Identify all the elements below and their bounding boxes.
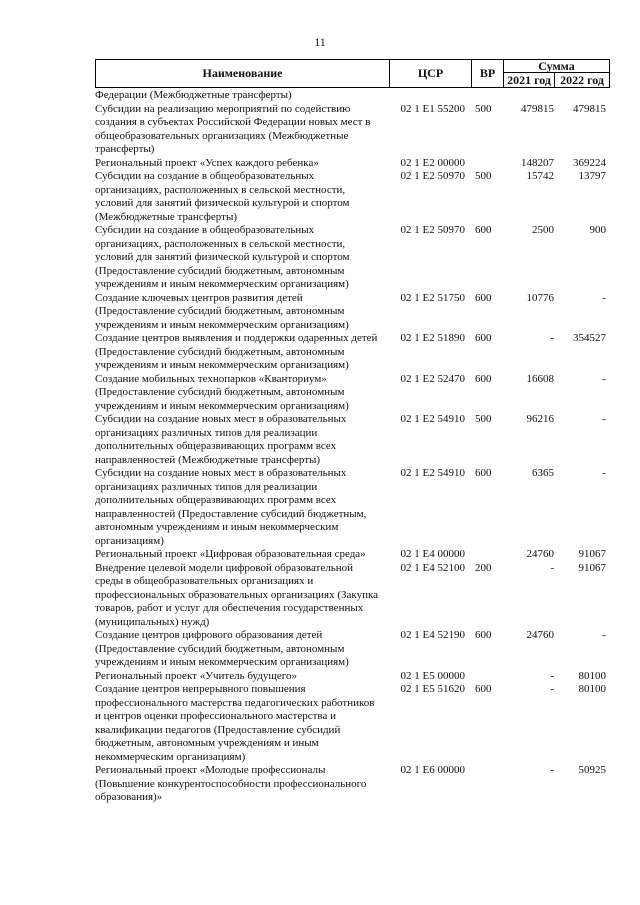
header-name: Наименование [96, 60, 390, 87]
row-csr: 02 1 E2 50970 [400, 170, 465, 182]
row-sum-2021: - [550, 669, 554, 682]
table-row [95, 548, 610, 562]
row-sum-2022: 50925 [578, 764, 606, 776]
row-name: Субсидии на создание новых мест в образовательных организациях различных типов для реализации дополнительных общеразвивающих программ всех направленностей (Предоставление субсидий бюджетным, автономным учреждениям и иным некоммерческим организациям) [95, 467, 367, 547]
row-sum-2022: - [602, 413, 606, 425]
row-csr: 02 1 E4 52100 [400, 561, 465, 574]
table-body [95, 89, 610, 805]
row-sum-2021: 148207 [521, 156, 554, 169]
row-vr: 600 [475, 629, 492, 641]
row-sum-2022: - [602, 467, 606, 479]
row-vr [471, 764, 503, 805]
row-sum-2022: - [602, 629, 606, 641]
row-csr: 02 1 E5 51620 [400, 683, 465, 695]
row-name: Субсидии на создание новых мест в образовательных организациях различных типов для реализации дополнительных общеразвивающих программ всех направленностей (Межбюджетные трансферты) [95, 413, 347, 466]
row-name: Субсидии на реализацию мероприятий по содействию создания в субъектах Российской Федерации новых мест в общеобразовательных организациях (Межбюджетные трансферты) [95, 102, 371, 155]
header-sum: Сумма [504, 60, 609, 73]
row-vr: 600 [475, 372, 492, 385]
row-csr: 02 1 E4 00000 [400, 548, 465, 560]
row-name: Создание центров выявления и поддержки одаренных детей (Предоставление субсидий бюджетным, автономным учреждениям и иным некоммерческим организациям) [95, 332, 378, 371]
table-row [95, 89, 610, 103]
row-vr: 500 [475, 170, 492, 182]
row-csr: 02 1 E2 51890 [400, 332, 465, 344]
table-row [95, 562, 610, 630]
row-sum-2021: 96216 [526, 413, 554, 425]
table-row [95, 670, 610, 684]
row-csr: 02 1 E2 00000 [400, 156, 465, 169]
header-vr: ВР [472, 60, 504, 87]
row-sum-2022: 91067 [578, 561, 606, 574]
row-vr: 600 [475, 291, 492, 304]
table-row [95, 292, 610, 333]
table-header [95, 59, 610, 88]
row-name: Субсидии на создание в общеобразовательных организациях, расположенных в сельской местности, условий для занятий физической культурой и спортом (Предоставление субсидий бюджетным, автономным учреждениям и иным некоммерческим организациям) [95, 224, 350, 290]
row-csr: 02 1 E2 54910 [400, 413, 465, 425]
table-row [95, 413, 610, 467]
row-csr: 02 1 E2 51750 [400, 291, 465, 304]
row-sum-2022: 80100 [578, 683, 606, 695]
table-row [95, 103, 610, 157]
header-year-2022: 2022 год [560, 72, 604, 87]
row-sum-2022 [554, 89, 608, 103]
row-sum-2021: 2500 [532, 224, 554, 236]
row-name: Региональный проект «Учитель будущего» [95, 669, 298, 682]
row-name: Создание ключевых центров развития детей (Предоставление субсидий бюджетным, автономным учреждениям и иным некоммерческим организациям) [95, 291, 349, 331]
row-vr: 500 [475, 102, 492, 115]
header-csr: ЦСР [390, 60, 472, 87]
row-csr: 02 1 E6 00000 [400, 764, 465, 776]
row-sum-2021: 10776 [526, 291, 554, 304]
row-vr [471, 670, 503, 684]
row-name: Создание центров цифрового образования детей (Предоставление субсидий бюджетным, автономным учреждениям и иным некоммерческим организациям) [95, 629, 349, 668]
row-sum-2022: 900 [589, 224, 606, 236]
row-sum-2021: 24760 [526, 629, 554, 641]
row-csr: 02 1 E4 52190 [400, 629, 465, 641]
row-csr: 02 1 E5 00000 [400, 669, 465, 682]
row-sum-2021: - [550, 561, 554, 574]
row-vr [471, 548, 503, 562]
row-sum-2022: - [602, 372, 606, 385]
row-sum-2022: 369224 [573, 156, 606, 169]
row-csr: 02 1 E1 55200 [400, 102, 465, 115]
page-number: 11 [314, 35, 326, 49]
row-sum-2021 [503, 89, 554, 103]
row-name: Создание мобильных технопарков «Кванториум» (Предоставление субсидий бюджетным, автономным учреждениям и иным некоммерческим организациям) [95, 372, 349, 412]
row-sum-2022: 13797 [578, 170, 606, 182]
row-vr: 600 [475, 683, 492, 695]
row-sum-2021: - [550, 332, 554, 344]
row-name: Создание центров непрерывного повышения профессионального мастерства педагогических работников и центров оценки профессионального мастерства и квалификации педагогов (Предоставление субсидий бюджетным, автономным учреждениям и иным некоммерческим организациям) [95, 683, 375, 763]
row-name: Региональный проект «Молодые профессионалы (Повышение конкурентоспособности профессионального образования)» [95, 764, 367, 803]
row-vr: 600 [475, 332, 492, 344]
row-csr: 02 1 E2 52470 [400, 372, 465, 385]
row-sum-2022: - [602, 291, 606, 304]
row-vr [471, 157, 503, 171]
row-sum-2021: 6365 [532, 467, 554, 479]
row-vr: 500 [475, 413, 492, 425]
table-row [95, 683, 610, 764]
row-name: Субсидии на создание в общеобразовательных организациях, расположенных в сельской местности, условий для занятий физической культурой и спортом (Межбюджетные трансферты) [95, 170, 350, 223]
table-row [95, 157, 610, 171]
table-row [95, 629, 610, 670]
row-name: Федерации (Межбюджетные трансферты) [95, 89, 292, 101]
table-row [95, 332, 610, 373]
row-sum-2022: 91067 [578, 548, 606, 560]
row-sum-2021: - [550, 764, 554, 776]
table-row [95, 764, 610, 805]
row-vr: 200 [475, 561, 492, 574]
row-vr [471, 89, 503, 103]
row-sum-2021: 24760 [526, 548, 554, 560]
row-csr: 02 1 E2 54910 [400, 467, 465, 479]
row-sum-2021: 479815 [521, 102, 554, 115]
table-row [95, 373, 610, 414]
row-sum-2021: - [550, 683, 554, 695]
row-vr: 600 [475, 224, 492, 236]
row-sum-2022: 479815 [573, 102, 606, 115]
row-csr: 02 1 E2 50970 [400, 224, 465, 236]
row-sum-2021: 15742 [526, 170, 554, 182]
row-sum-2022: 80100 [578, 669, 606, 682]
header-year-2021: 2021 год [504, 73, 555, 87]
table-row [95, 467, 610, 548]
row-csr [389, 89, 471, 103]
row-vr: 600 [475, 467, 492, 479]
row-sum-2022: 354527 [573, 332, 606, 344]
row-sum-2021: 16608 [526, 372, 554, 385]
row-name: Региональный проект «Цифровая образовательная среда» [95, 548, 366, 560]
table-row [95, 170, 610, 224]
table-row [95, 224, 610, 292]
row-name: Внедрение целевой модели цифровой образовательной среды в общеобразовательных организациях и профессиональных образовательных организациях (Закупка товаров, работ и услуг для обеспечения государственных (муниципальных) нужд) [95, 561, 379, 628]
row-name: Региональный проект «Успех каждого ребенка» [95, 156, 319, 169]
